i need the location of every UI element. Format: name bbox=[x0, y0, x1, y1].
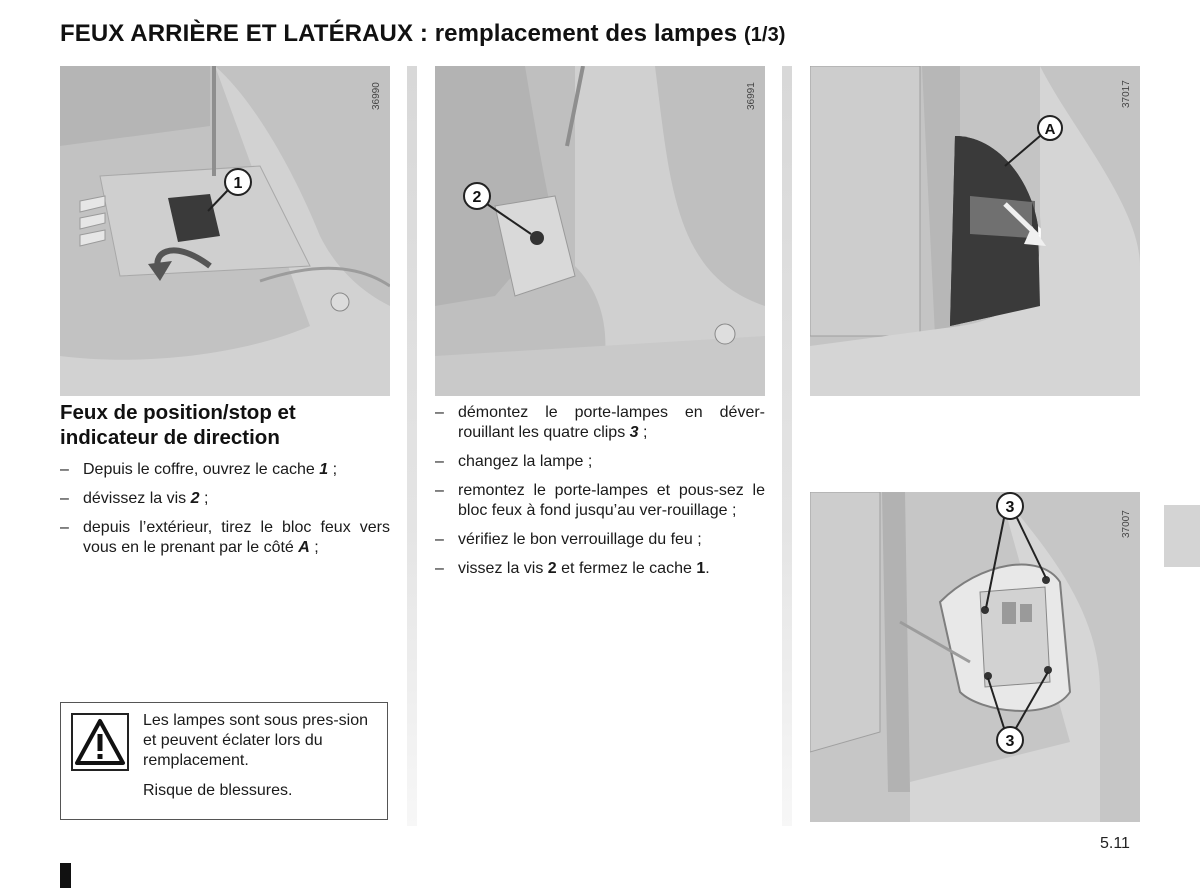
figure-code: 37017 bbox=[1121, 80, 1132, 108]
step-text: remontez le porte-lampes et pous-sez le bloc feux à fond jusqu’au ver-rouillage ; bbox=[458, 482, 765, 519]
list-item bbox=[435, 481, 765, 521]
step-after: ; bbox=[638, 424, 648, 441]
column-separator-right bbox=[782, 66, 792, 826]
list-item bbox=[60, 489, 390, 509]
steps-list-right bbox=[435, 403, 765, 588]
figure-code: 36990 bbox=[371, 82, 382, 110]
step-ref: A bbox=[298, 539, 310, 556]
step-text: vissez la vis bbox=[458, 560, 548, 577]
figure-code: 37007 bbox=[1121, 510, 1132, 538]
warning-line: Les lampes sont sous pres-sion et peuvent éclater lors du remplacement. bbox=[143, 712, 368, 769]
section-heading-line: Feux de position/stop et bbox=[60, 401, 296, 424]
step-text: changez la lampe ; bbox=[458, 453, 593, 470]
list-item bbox=[60, 460, 390, 480]
figure-code: 36991 bbox=[746, 82, 757, 110]
section-heading-line: indicateur de direction bbox=[60, 426, 280, 449]
figure-light-block bbox=[810, 66, 1140, 396]
list-item bbox=[435, 530, 765, 550]
list-dash: – bbox=[60, 519, 69, 536]
figure-trunk-cover bbox=[60, 66, 390, 396]
callout-3-top: 3 bbox=[1005, 499, 1015, 516]
warning-box bbox=[60, 702, 388, 820]
step-after: ; bbox=[309, 539, 319, 556]
list-dash: – bbox=[435, 531, 444, 548]
callout-2: 2 bbox=[472, 189, 482, 206]
list-dash: – bbox=[435, 453, 444, 470]
step-text: dévissez la vis bbox=[83, 490, 191, 507]
figure-lamp-holder bbox=[810, 492, 1140, 822]
warning-text bbox=[143, 711, 379, 811]
title-part: (1/3) bbox=[743, 24, 786, 46]
step-ref: 1 bbox=[319, 461, 329, 478]
step-mid: et fermez le cache bbox=[556, 560, 697, 577]
step-text: vérifiez le bon verrouillage du feu ; bbox=[458, 531, 702, 548]
step-text: Depuis le coffre, ouvrez le cache bbox=[83, 461, 320, 478]
steps-list-left bbox=[60, 460, 390, 567]
list-dash: – bbox=[60, 490, 69, 507]
list-dash: – bbox=[60, 461, 69, 478]
list-dash: – bbox=[435, 560, 444, 577]
list-item bbox=[435, 559, 765, 579]
step-after: ; bbox=[328, 461, 338, 478]
column-separator-left bbox=[407, 66, 417, 826]
title-main: FEUX ARRIÈRE ET LATÉRAUX : remplacement des lampes bbox=[60, 20, 738, 47]
page-title bbox=[60, 20, 786, 48]
warning-line: Risque de blessures. bbox=[143, 782, 293, 799]
list-dash: – bbox=[435, 482, 444, 499]
section-heading bbox=[60, 400, 380, 450]
step-text: démontez le porte-lampes en déver-rouillant les quatre clips bbox=[458, 404, 765, 441]
list-dash: – bbox=[435, 404, 444, 421]
list-item bbox=[435, 403, 765, 443]
step-ref: 1 bbox=[696, 560, 706, 577]
callout-3-bottom: 3 bbox=[1005, 733, 1015, 750]
step-ref: 2 bbox=[190, 490, 200, 507]
step-after: . bbox=[705, 560, 710, 577]
step-ref: 3 bbox=[629, 424, 639, 441]
callout-a: A bbox=[1044, 121, 1056, 138]
page-number: 5.11 bbox=[1100, 835, 1130, 852]
callout-1: 1 bbox=[233, 175, 243, 192]
list-item bbox=[435, 452, 765, 472]
step-text: depuis l’extérieur, tirez le bloc feux vers vous en le prenant par le côté bbox=[83, 519, 390, 556]
list-item bbox=[60, 518, 390, 558]
figure-screw bbox=[435, 66, 765, 396]
step-after: ; bbox=[199, 490, 209, 507]
chapter-tab bbox=[1164, 505, 1200, 567]
step-ref: 2 bbox=[547, 560, 557, 577]
corner-mark bbox=[60, 863, 71, 888]
warning-triangle-icon bbox=[71, 713, 129, 771]
